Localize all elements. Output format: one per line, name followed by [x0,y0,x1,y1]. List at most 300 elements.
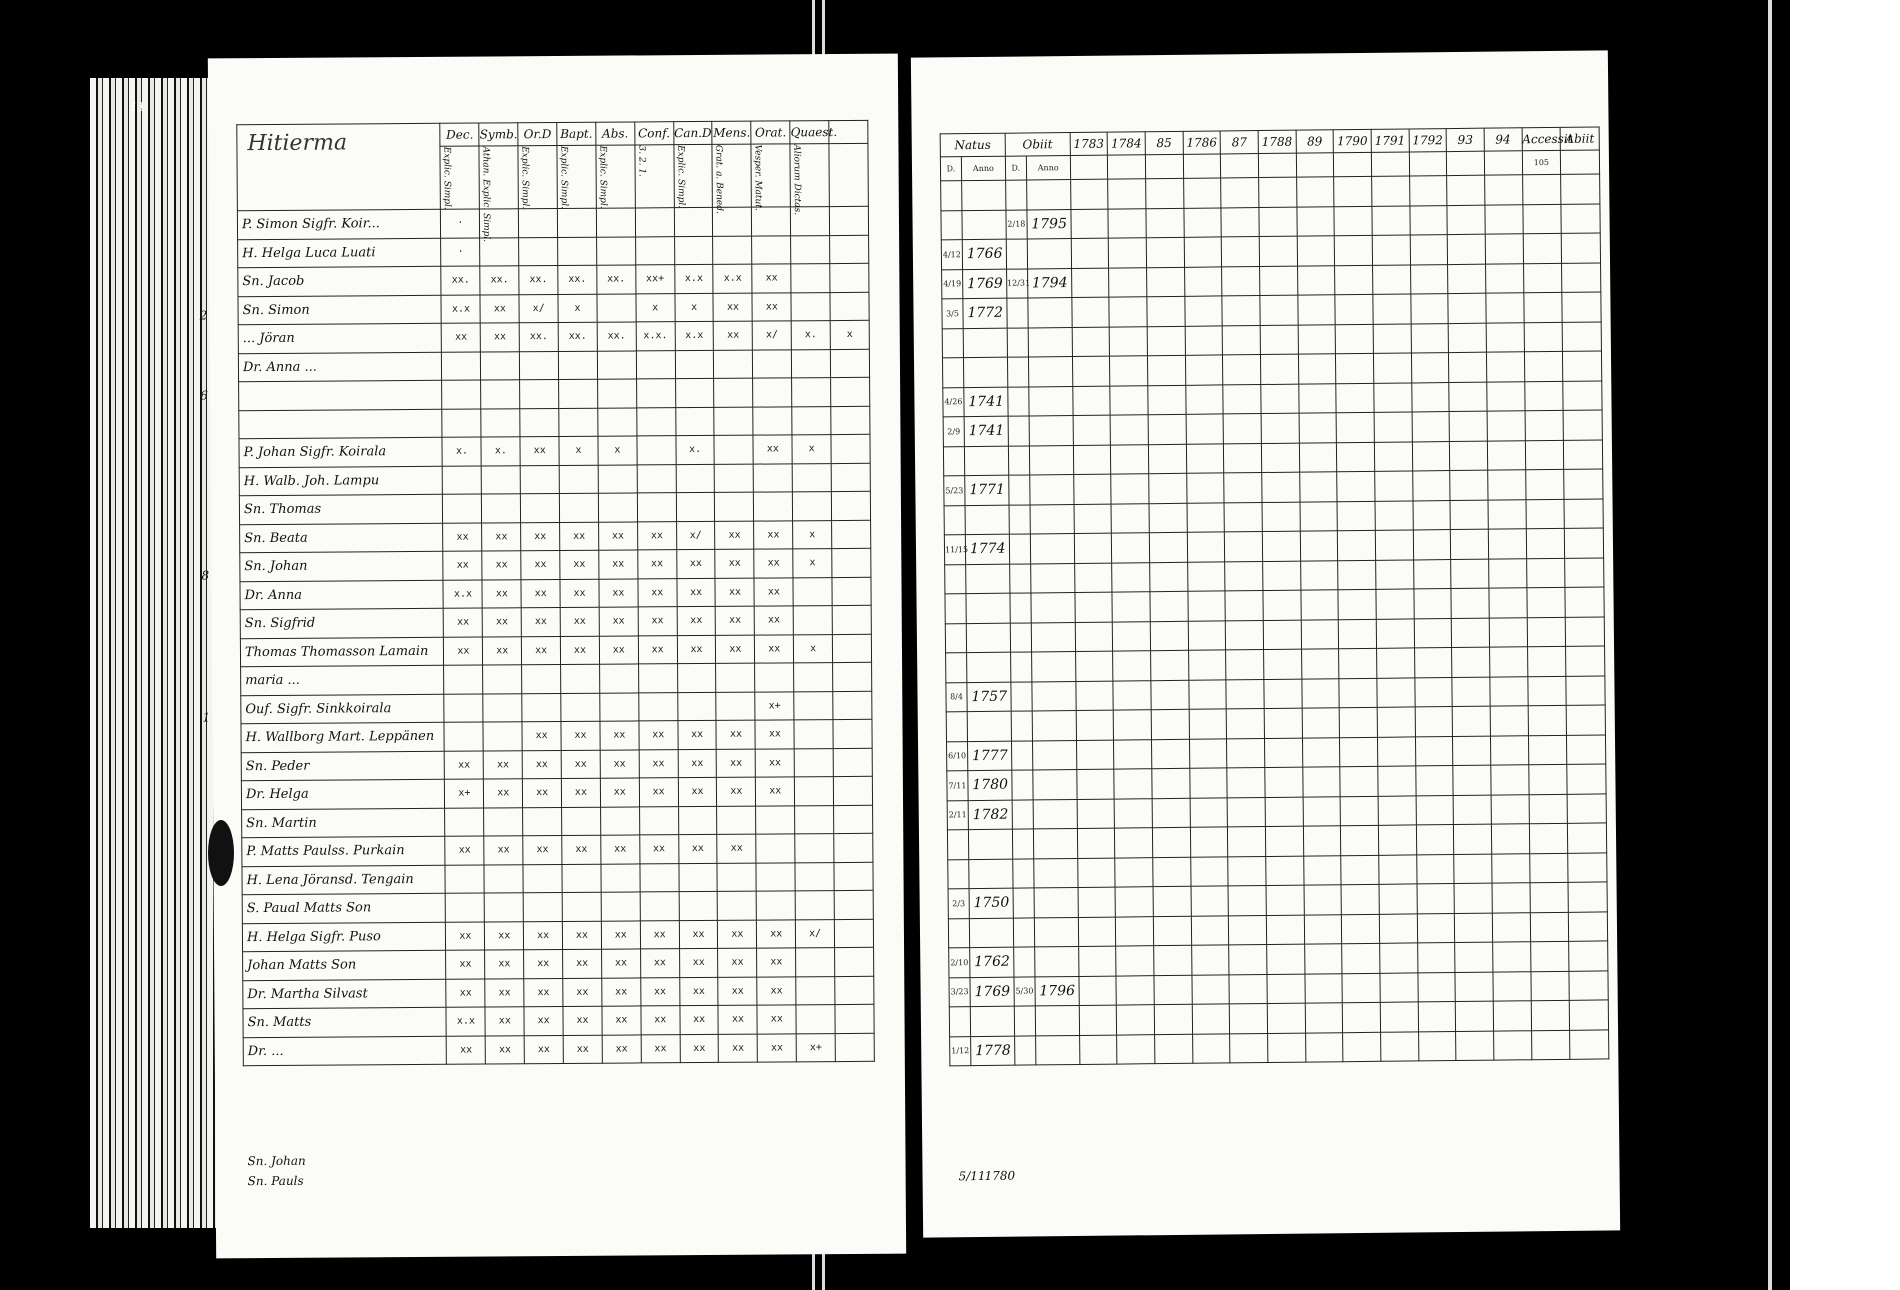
year-record-cell [1567,793,1606,823]
catechism-mark [601,863,640,892]
year-record-cell [1526,528,1565,558]
year-record-cell [1530,912,1569,942]
catechism-mark: xx [677,578,716,607]
column-subheader [790,144,829,216]
birth-year [966,593,1010,623]
column-subheader [557,145,596,208]
year-record-cell [1489,647,1527,677]
year-record-cell [1154,975,1192,1005]
catechism-mark: x [598,436,637,465]
year-record-cell [1418,972,1456,1002]
catechism-mark: xx [522,636,561,665]
year-record-cell [1339,648,1377,678]
year-record-cell [1228,886,1266,916]
year-record-cell [1183,178,1221,208]
catechism-mark: xx [752,264,791,293]
catechism-mark: xx [638,578,677,607]
year-record-cell [1338,560,1376,590]
scan-background [1790,0,1900,1290]
year-record-cell [1529,823,1568,853]
year-record-cell [1567,734,1606,764]
year-record-cell [1375,500,1413,530]
year-record-cell [1453,736,1491,766]
catechism-mark: xx [446,979,485,1008]
abiit-header: Abiit [1560,127,1599,150]
year-record-cell [1154,945,1192,975]
birth-year [964,446,1008,476]
catechism-mark [597,379,636,408]
birth-day: 2/3 [948,889,969,919]
death-year [1028,357,1072,387]
year-record-cell [1151,650,1189,680]
catechism-mark: xx [677,635,716,664]
death-year [1034,887,1078,917]
death-day [1009,534,1030,564]
catechism-mark: xx [718,977,757,1006]
catechism-mark: xx [719,1034,758,1063]
death-day [1007,357,1028,387]
year-record-cell [1229,915,1267,945]
person-name: Johan Matts Son [243,950,447,980]
year-record-cell [1110,385,1148,415]
year-record-cell [1300,501,1338,531]
year-record-cell [1074,563,1112,593]
year-record-cell [1527,617,1566,647]
year-record-cell [1191,945,1229,975]
birth-year [962,180,1006,210]
register-row [238,235,869,268]
year-record-cell [1411,323,1449,353]
catechism-mark [559,465,598,494]
year-record-cell [1225,532,1263,562]
year-record-cell [1113,710,1151,740]
year-record-cell [1449,382,1487,412]
catechism-mark [520,465,559,494]
year-record-cell [1529,853,1568,883]
year-record-cell [1222,296,1260,326]
catechism-mark [481,408,520,437]
year-record-cell [1297,206,1335,236]
death-year [1030,504,1074,534]
death-day [1011,681,1032,711]
year-record-cell [1340,796,1378,826]
year-record-cell [1565,616,1604,646]
catechism-mark: xx [639,778,678,807]
catechism-mark [444,665,483,694]
year-record-cell [1449,352,1487,382]
catechism-mark: xx [641,1034,680,1063]
year-record-cell [1562,292,1601,322]
year-record-cell [1525,410,1564,440]
year-record-cell [1114,769,1152,799]
register-row [243,947,874,980]
year-record-cell [1304,885,1342,915]
catechism-mark [636,350,675,379]
birth-year: 1769 [962,269,1006,299]
catechism-mark [714,378,753,407]
year-record-cell [1301,649,1339,679]
catechism-mark [796,976,835,1005]
death-year: 1794 [1027,268,1071,298]
year-record-cell [1488,470,1526,500]
year-record-cell [1342,914,1380,944]
year-record-cell [1151,709,1189,739]
year-record-cell [1493,1030,1531,1060]
catechism-mark [715,492,754,521]
year-record-cell [1115,828,1153,858]
birth-day [945,564,966,594]
catechism-mark: xx [717,777,756,806]
catechism-mark [483,722,522,751]
year-record-cell [1266,856,1304,886]
birth-day [941,210,962,240]
catechism-mark [833,748,872,777]
register-row [240,548,871,581]
catechism-mark: xx [563,949,602,978]
year-header: 1783 [1070,132,1108,155]
catechism-mark: xx+ [636,265,675,294]
birth-day [943,446,964,476]
catechism-mark: xx [483,636,522,665]
catechism-mark: xx [443,523,482,552]
catechism-mark: xx [640,920,679,949]
year-record-cell [1222,325,1260,355]
person-name: Sn. Peder [241,751,445,781]
year-record-cell [1152,827,1190,857]
catechism-mark: x. [442,437,481,466]
year-record-cell [1152,798,1190,828]
year-record-cell [1259,266,1297,296]
year-record-cell [1264,738,1302,768]
year-record-cell [1417,943,1455,973]
year-record-cell [1486,322,1524,352]
catechism-mark: xx [639,721,678,750]
catechism-mark: xx. [519,322,558,351]
death-day [1008,445,1029,475]
catechism-mark [597,350,636,379]
birth-day: 5/23 [944,476,965,506]
catechism-mark: x [675,293,714,322]
year-record-cell [1109,326,1147,356]
death-year [1031,651,1075,681]
column-subheader-text: Vesper. Matut. [752,144,764,211]
catechism-mark [835,976,874,1005]
catechism-mark: xx [524,949,563,978]
column-header: Abs. [596,122,635,145]
catechism-mark [679,863,718,892]
year-record-cell [1336,412,1374,442]
column-header: Orat. [751,121,790,144]
year-record-cell [1569,970,1608,1000]
year-record-cell [1485,263,1523,293]
catechism-mark [639,806,678,835]
year-record-cell [1303,826,1341,856]
death-day [1009,563,1030,593]
year-record-cell [1226,709,1264,739]
year-record-cell [1456,1031,1494,1061]
year-record-cell [1072,386,1110,416]
catechism-mark: xx [641,1006,680,1035]
register-row [238,292,869,325]
year-record-cell [1373,353,1411,383]
year-record-cell [1451,618,1489,648]
year-record-cell [1187,561,1225,591]
person-name: P. Matts Paulss. Purkain [242,836,446,866]
catechism-mark: xx [638,550,677,579]
year-record-cell [1337,442,1375,472]
register-row [239,434,870,467]
year-record-cell [1451,588,1489,618]
birth-day: 3/5 [942,299,963,329]
year-record-cell [1569,1000,1608,1030]
catechism-mark: x.x [713,264,752,293]
catechism-mark: xx [561,778,600,807]
year-record-cell [1523,263,1562,293]
catechism-mark: xx [717,749,756,778]
year-record-cell [1454,854,1492,884]
catechism-mark [640,863,679,892]
year-record-cell [1188,620,1226,650]
year-record-cell [1380,1002,1418,1032]
year-record-cell [1563,410,1602,440]
year-record-cell [1372,205,1410,235]
death-year [1031,622,1075,652]
year-record-cell [1152,768,1190,798]
register-row [240,634,871,667]
catechism-mark: xx [680,1005,719,1034]
year-record-cell [1412,441,1450,471]
column-header: Conf. [635,122,674,145]
year-record-cell [1264,679,1302,709]
death-year [1033,828,1077,858]
below-table-date: 5/11 [958,1168,986,1184]
year-record-cell [1530,971,1569,1001]
year-record-cell [1491,824,1529,854]
year-record-cell [1304,944,1342,974]
year-record-cell [1490,735,1528,765]
year-record-cell [1412,412,1450,442]
person-name: Sn. Jacob [238,266,442,296]
year-record-cell [1222,266,1260,296]
death-day [1010,652,1031,682]
year-record-cell [1413,559,1451,589]
register-row [243,976,874,1009]
year-record-cell [1337,501,1375,531]
year-record-cell [1110,415,1148,445]
year-record-cell [1303,796,1341,826]
catechism-mark: xx [480,294,519,323]
year-record-cell [1224,443,1262,473]
year-subcell [1484,151,1522,175]
catechism-mark: xx [678,749,717,778]
year-record-cell [1076,740,1114,770]
year-record-cell [1341,855,1379,885]
year-record-cell [1569,941,1608,971]
catechism-mark: xx [561,750,600,779]
year-record-cell [1338,619,1376,649]
catechism-mark [442,352,481,381]
death-year [1032,710,1076,740]
year-record-cell [1414,648,1452,678]
year-record-cell [1416,854,1454,884]
year-record-cell [1417,884,1455,914]
year-record-cell [1413,500,1451,530]
year-record-cell [1298,324,1336,354]
year-record-cell [1522,204,1561,234]
birth-day [948,918,969,948]
year-record-cell [1487,440,1525,470]
year-record-cell [1117,1034,1155,1064]
catechism-mark [635,236,674,265]
year-header: 85 [1145,131,1183,154]
death-day [1012,770,1033,800]
catechism-mark: xx [522,721,561,750]
catechism-mark: x [558,294,597,323]
catechism-mark [483,693,522,722]
catechism-mark [559,493,598,522]
catechism-mark: xx [481,323,520,352]
year-record-cell [1073,474,1111,504]
year-record-cell [1488,499,1526,529]
birth-year: 1777 [967,741,1011,771]
year-record-cell [1297,236,1335,266]
year-record-cell [1115,887,1153,917]
year-record-cell [1260,354,1298,384]
register-row [238,349,869,382]
year-record-cell [1297,295,1335,325]
catechism-mark: xx. [597,322,636,351]
catechism-mark [677,663,716,692]
death-day [1009,504,1030,534]
catechism-mark [791,292,830,321]
margin-number: 8 [201,568,210,583]
year-record-cell [1224,473,1262,503]
year-record-cell [1372,235,1410,265]
year-record-cell [1302,737,1340,767]
catechism-mark: xx. [480,266,519,295]
catechism-mark: xx. [441,266,480,295]
catechism-mark [795,891,834,920]
catechism-mark: xx [482,579,521,608]
year-record-cell [1148,414,1186,444]
year-record-cell [1489,588,1527,618]
year-header: 1791 [1371,129,1409,152]
year-record-cell [1184,207,1222,237]
catechism-mark [756,834,795,863]
year-record-cell [1301,678,1339,708]
year-record-cell [1302,708,1340,738]
year-record-cell [1525,469,1564,499]
year-record-cell [1302,767,1340,797]
year-record-cell [1341,884,1379,914]
catechism-mark: xx [599,578,638,607]
year-record-cell [1485,204,1523,234]
catechism-mark [792,378,831,407]
catechism-mark [829,206,868,235]
year-record-cell [1259,177,1297,207]
year-record-cell [1261,384,1299,414]
birth-year: 1772 [963,298,1007,328]
year-record-cell [1189,738,1227,768]
year-record-cell [1078,887,1116,917]
year-record-cell [1228,827,1266,857]
year-record-cell [1262,502,1300,532]
year-record-cell [1563,351,1602,381]
year-record-cell [1411,353,1449,383]
year-record-cell [1298,354,1336,384]
catechism-mark: xx [482,551,521,580]
left-page [199,54,906,1259]
year-record-cell [1116,946,1154,976]
death-day: 2/18 [1006,209,1027,239]
catechism-mark: x [793,520,832,549]
death-year [1026,180,1070,210]
year-record-cell [1184,237,1222,267]
death-year [1035,1005,1079,1035]
birth-day [944,505,965,535]
year-record-cell [1075,622,1113,652]
year-record-cell [1452,677,1490,707]
catechism-mark: xx [678,834,717,863]
catechism-mark: xx [444,637,483,666]
year-record-cell [1484,175,1522,205]
year-record-cell [1189,768,1227,798]
year-record-cell [1524,322,1563,352]
year-record-cell [1528,705,1567,735]
catechism-mark [444,722,483,751]
death-year [1032,681,1076,711]
catechism-mark: xx [755,720,794,749]
year-record-cell [1264,708,1302,738]
birth-day [946,712,967,742]
year-record-cell [1415,736,1453,766]
year-subcell [1258,153,1296,177]
birth-day: 2/11 [947,800,968,830]
year-subcell [1371,152,1409,176]
year-record-cell [1491,765,1529,795]
catechism-mark: xx [757,976,796,1005]
year-record-cell [1303,855,1341,885]
year-record-cell [1225,561,1263,591]
catechism-mark: xx [560,636,599,665]
year-subcell [1221,154,1259,178]
year-record-cell [1259,236,1297,266]
catechism-mark [831,377,870,406]
birth-day [948,859,969,889]
year-record-cell [1226,679,1264,709]
death-year [1029,386,1073,416]
catechism-mark: xx [755,606,794,635]
left-register-table [236,120,875,1066]
catechism-mark: x+ [445,779,484,808]
catechism-mark [833,691,872,720]
year-record-cell [1486,352,1524,382]
birth-year [966,564,1010,594]
accessit-header: Accessit [1522,127,1561,150]
year-record-cell [1078,917,1116,947]
year-record-cell [1150,621,1188,651]
year-record-cell [1108,208,1146,238]
year-record-cell [1260,295,1298,325]
register-row [242,805,873,838]
year-record-cell [1448,323,1486,353]
catechism-mark [754,492,793,521]
year-record-cell [1531,1000,1570,1030]
catechism-mark [481,380,520,409]
column-header: Mens. [712,121,751,144]
year-record-cell [1378,766,1416,796]
catechism-mark: x [792,435,831,464]
